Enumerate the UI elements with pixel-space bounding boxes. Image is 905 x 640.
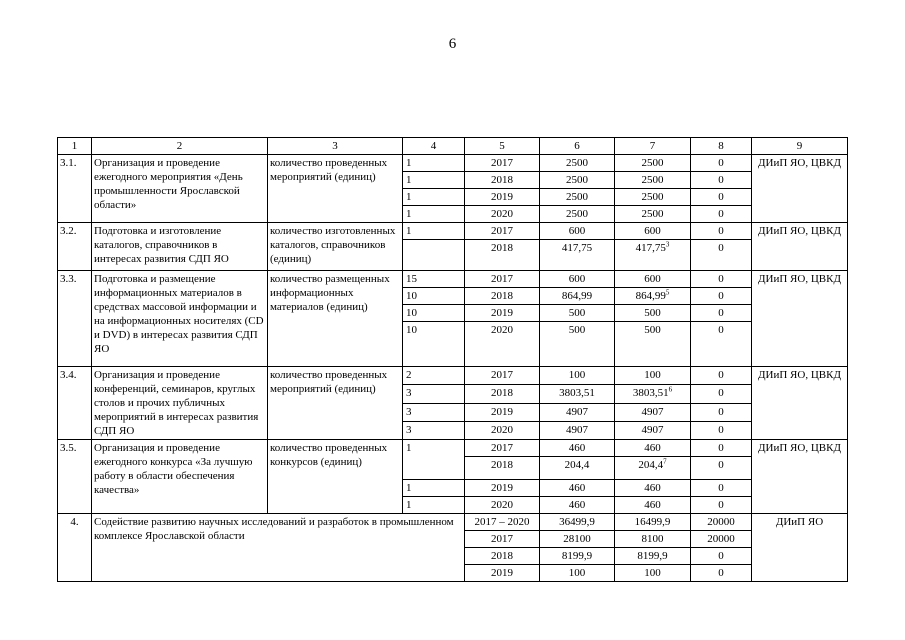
year-cell: 2020 xyxy=(465,421,540,439)
program-table xyxy=(57,137,848,582)
responsible-cell: ДИиП ЯО xyxy=(752,514,848,582)
item-indicator: количество размещенных информационных материалов (единиц) xyxy=(268,271,403,367)
value-cell: 0 xyxy=(691,421,752,439)
responsible-cell: ДИиП ЯО, ЦВКД xyxy=(752,155,848,223)
table-row xyxy=(58,440,848,457)
value-cell: 100 xyxy=(540,565,615,582)
year-cell: 2018 xyxy=(465,240,540,271)
value-cell: 500 xyxy=(540,322,615,367)
value-cell: 0 xyxy=(691,457,752,480)
value-cell: 8199,9 xyxy=(540,548,615,565)
value-cell: 500 xyxy=(615,322,691,367)
quantity-cell: 10 xyxy=(403,288,465,305)
year-cell: 2018 xyxy=(465,172,540,189)
quantity-cell xyxy=(403,240,465,271)
value-text: 417,75 xyxy=(635,242,666,254)
page-number: 6 xyxy=(448,36,457,52)
quantity-cell: 1 xyxy=(403,206,465,223)
item-indicator: количество изготовленных каталогов, справочников (единиц) xyxy=(268,223,403,271)
value-cell: 0 xyxy=(691,155,752,172)
value-text: 3803,51 xyxy=(632,387,669,400)
table-row xyxy=(58,514,848,531)
value-cell: 0 xyxy=(691,322,752,367)
quantity-cell: 1 xyxy=(403,155,465,172)
quantity-cell: 1 xyxy=(403,223,465,240)
item-indicator: количество проведенных конкурсов (единиц) xyxy=(268,440,403,514)
value-cell: 0 xyxy=(691,271,752,288)
year-cell: 2017 xyxy=(465,271,540,288)
value-cell: 0 xyxy=(691,548,752,565)
item-name: Содействие развитию научных исследований и разработок в промышленном комплексе Ярославской области xyxy=(92,514,465,582)
year-cell: 2017 – 2020 xyxy=(465,514,540,531)
value-cell: 2500 xyxy=(615,172,691,189)
value-cell xyxy=(615,385,691,403)
header-cell: 2 xyxy=(92,138,268,155)
value-cell: 0 xyxy=(691,385,752,403)
value-cell: 4907 xyxy=(615,403,691,421)
year-cell: 2020 xyxy=(465,497,540,514)
item-name: Организация и проведение конференций, семинаров, круглых столов и прочих публичных мероприятий в интересах развития СДП ЯО xyxy=(92,367,268,440)
responsible-cell: ДИиП ЯО, ЦВКД xyxy=(752,440,848,514)
value-cell: 4907 xyxy=(540,421,615,439)
year-cell: 2018 xyxy=(465,457,540,480)
item-number: 3.5. xyxy=(58,440,92,514)
year-cell: 2017 xyxy=(465,440,540,457)
year-cell: 2018 xyxy=(465,548,540,565)
value-cell: 600 xyxy=(540,271,615,288)
value-cell: 2500 xyxy=(615,189,691,206)
value-cell: 0 xyxy=(691,440,752,457)
value-cell: 460 xyxy=(540,480,615,497)
value-cell: 0 xyxy=(691,240,752,271)
header-cell: 3 xyxy=(268,138,403,155)
responsible-cell: ДИиП ЯО, ЦВКД xyxy=(752,223,848,271)
value-cell: 204,4 xyxy=(540,457,615,480)
quantity-cell: 1 xyxy=(403,480,465,497)
value-cell: 20000 xyxy=(691,514,752,531)
value-cell: 100 xyxy=(615,565,691,582)
header-row xyxy=(58,138,848,155)
value-cell: 2500 xyxy=(540,189,615,206)
table-row xyxy=(58,271,848,288)
year-cell: 2017 xyxy=(465,531,540,548)
value-cell: 500 xyxy=(615,305,691,322)
value-cell: 2500 xyxy=(540,172,615,189)
header-cell: 9 xyxy=(752,138,848,155)
year-cell: 2020 xyxy=(465,206,540,223)
value-cell: 600 xyxy=(615,223,691,240)
year-cell: 2017 xyxy=(465,155,540,172)
value-cell: 864,99 xyxy=(540,288,615,305)
value-cell: 100 xyxy=(540,367,615,385)
value-cell: 3803,51 xyxy=(540,385,615,403)
value-cell: 100 xyxy=(615,367,691,385)
value-cell: 4907 xyxy=(540,403,615,421)
item-indicator: количество проведенных мероприятий (единиц) xyxy=(268,367,403,440)
value-text: 864,99 xyxy=(635,290,666,302)
year-cell: 2020 xyxy=(465,322,540,367)
quantity-cell: 1 xyxy=(403,440,465,480)
value-cell: 2500 xyxy=(615,206,691,223)
value-cell: 600 xyxy=(540,223,615,240)
footnote-ref: 5 xyxy=(665,288,670,297)
value-cell: 460 xyxy=(615,440,691,457)
item-name: Подготовка и изготовление каталогов, справочников в интересах развития СДП ЯО xyxy=(92,223,268,271)
year-cell: 2019 xyxy=(465,189,540,206)
value-text: 204,4 xyxy=(638,459,664,471)
year-cell: 2019 xyxy=(465,403,540,421)
item-number: 4. xyxy=(58,514,92,582)
value-cell: 500 xyxy=(540,305,615,322)
value-cell: 0 xyxy=(691,480,752,497)
quantity-cell: 15 xyxy=(403,271,465,288)
year-cell: 2017 xyxy=(465,223,540,240)
header-cell: 6 xyxy=(540,138,615,155)
quantity-cell: 10 xyxy=(403,305,465,322)
value-cell: 2500 xyxy=(540,206,615,223)
value-cell: 20000 xyxy=(691,531,752,548)
year-cell: 2018 xyxy=(465,385,540,403)
value-cell: 8199,9 xyxy=(615,548,691,565)
responsible-cell: ДИиП ЯО, ЦВКД xyxy=(752,367,848,440)
value-cell: 16499,9 xyxy=(615,514,691,531)
year-cell: 2017 xyxy=(465,367,540,385)
quantity-cell: 10 xyxy=(403,322,465,367)
value-cell: 0 xyxy=(691,189,752,206)
value-cell: 0 xyxy=(691,403,752,421)
footnote-ref: 6 xyxy=(668,385,673,394)
year-cell: 2018 xyxy=(465,288,540,305)
value-cell: 0 xyxy=(691,288,752,305)
value-cell: 460 xyxy=(615,480,691,497)
quantity-cell: 3 xyxy=(403,421,465,439)
quantity-cell: 2 xyxy=(403,367,465,385)
quantity-cell: 1 xyxy=(403,189,465,206)
footnote-ref: 3 xyxy=(665,240,670,249)
value-cell: 460 xyxy=(540,497,615,514)
item-indicator: количество проведенных мероприятий (единиц) xyxy=(268,155,403,223)
value-cell xyxy=(615,457,691,480)
value-cell xyxy=(615,240,691,271)
item-number: 3.2. xyxy=(58,223,92,271)
table-row xyxy=(58,223,848,240)
value-cell xyxy=(615,288,691,305)
value-cell: 2500 xyxy=(540,155,615,172)
value-cell: 0 xyxy=(691,497,752,514)
value-cell: 460 xyxy=(540,440,615,457)
year-cell: 2019 xyxy=(465,305,540,322)
value-cell: 4907 xyxy=(615,421,691,439)
value-cell: 0 xyxy=(691,565,752,582)
item-number: 3.4. xyxy=(58,367,92,440)
year-cell: 2019 xyxy=(465,480,540,497)
year-cell: 2019 xyxy=(465,565,540,582)
value-cell: 0 xyxy=(691,305,752,322)
header-cell: 5 xyxy=(465,138,540,155)
value-cell: 2500 xyxy=(615,155,691,172)
quantity-cell: 3 xyxy=(403,403,465,421)
item-name: Подготовка и размещение информационных материалов в средствах массовой информации и на информационных носителях (CD и DVD) в интересах развития СДП ЯО xyxy=(92,271,268,367)
value-cell: 0 xyxy=(691,367,752,385)
value-cell: 0 xyxy=(691,172,752,189)
item-number: 3.3. xyxy=(58,271,92,367)
responsible-cell: ДИиП ЯО, ЦВКД xyxy=(752,271,848,367)
footnote-ref: 7 xyxy=(663,457,667,466)
value-cell: 417,75 xyxy=(540,240,615,271)
quantity-cell: 1 xyxy=(403,497,465,514)
value-cell: 36499,9 xyxy=(540,514,615,531)
header-cell: 7 xyxy=(615,138,691,155)
quantity-cell: 1 xyxy=(403,172,465,189)
item-name: Организация и проведение ежегодного мероприятия «День промышленности Ярославской области» xyxy=(92,155,268,223)
table-row xyxy=(58,367,848,385)
quantity-cell: 3 xyxy=(403,385,465,403)
header-cell: 4 xyxy=(403,138,465,155)
value-cell: 600 xyxy=(615,271,691,288)
value-cell: 460 xyxy=(615,497,691,514)
value-cell: 28100 xyxy=(540,531,615,548)
table-row xyxy=(58,155,848,172)
item-name: Организация и проведение ежегодного конкурса «За лучшую работу в области обеспечения качества» xyxy=(92,440,268,514)
item-number: 3.1. xyxy=(58,155,92,223)
value-cell: 8100 xyxy=(615,531,691,548)
value-cell: 0 xyxy=(691,223,752,240)
header-cell: 1 xyxy=(58,138,92,155)
header-cell: 8 xyxy=(691,138,752,155)
value-cell: 0 xyxy=(691,206,752,223)
